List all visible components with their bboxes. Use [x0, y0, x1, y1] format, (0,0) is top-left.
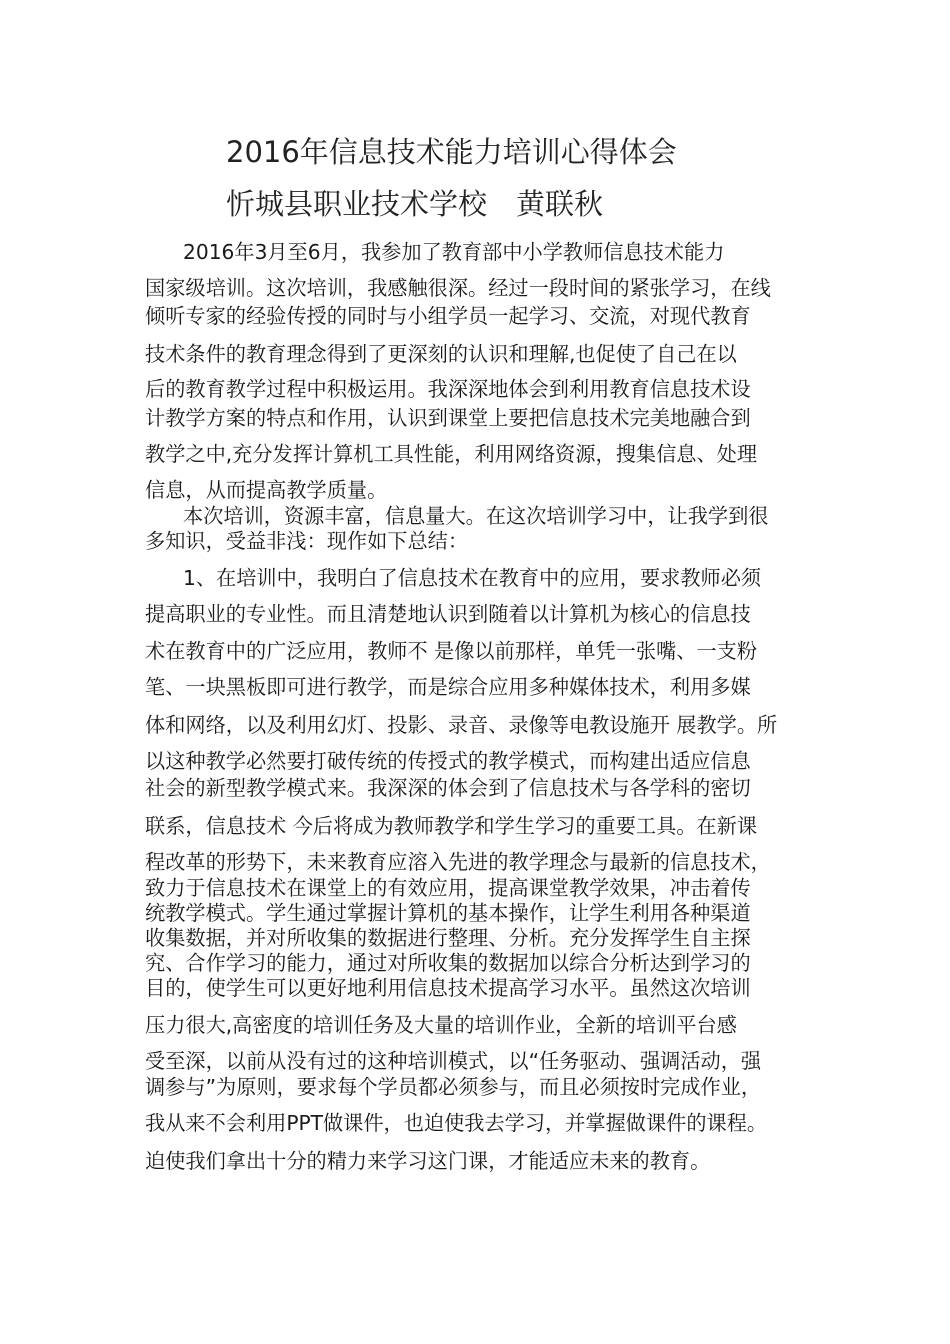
- text-line: 统教学模式。学生通过掌握计算机的基本操作，让学生利用各种渠道: [145, 901, 751, 925]
- text-line: 迫使我们拿出十分的精力来学习这门课，才能适应未来的教育。: [145, 1149, 711, 1173]
- text-line: 究、合作学习的能力，通过对所收集的数据加以综合分析达到学习的: [145, 951, 751, 975]
- text-line: 我从来不会利用PPT做课件，也迫使我去学习，并掌握做课件的课程。: [145, 1111, 768, 1135]
- text-line: 压力很大,高密度的培训任务及大量的培训作业，全新的培训平台感: [145, 1013, 737, 1037]
- text-line: 调参与”为原则，要求每个学员都必须参与，而且必须按时完成作业，: [145, 1075, 762, 1099]
- text-line: 受至深，以前从没有过的这种培训模式，以“任务驱动、强调活动，强: [145, 1049, 762, 1073]
- text-line: 以这种教学必然要打破传统的传授式的教学模式，而构建出适应信息: [145, 749, 751, 773]
- text-line: 教学之中,充分发挥计算机工具性能，利用网络资源，搜集信息、处理: [145, 442, 758, 466]
- text-line: 国家级培训。这次培训，我感触很深。经过一段时间的紧张学习，在线: [145, 276, 771, 300]
- text-line: 本次培训，资源丰富，信息量大。在这次培训学习中，让我学到很: [183, 504, 769, 528]
- text-line: 笔、一块黑板即可进行教学，而是综合应用多种媒体技术，利用多媒: [145, 675, 751, 699]
- text-line: 技术条件的教育理念得到了更深刻的认识和理解,也促使了自己在以: [145, 342, 737, 366]
- text-line: 联系，信息技术 今后将成为教师教学和学生学习的重要工具。在新课: [145, 814, 758, 838]
- text-line: 倾听专家的经验传授的同时与小组学员一起学习、交流，对现代教育: [145, 304, 751, 328]
- text-line: 提高职业的专业性。而且清楚地认识到随着以计算机为核心的信息技: [145, 602, 751, 626]
- text-line: 程改革的形势下，未来教育应溶入先进的教学理念与最新的信息技术，: [145, 850, 771, 874]
- text-line: 目的，使学生可以更好地利用信息技术提高学习水平。虽然这次培训: [145, 976, 751, 1000]
- text-line: 信息，从而提高教学质量。: [145, 478, 388, 502]
- document-author: 忻城县职业技术学校 黄联秋: [226, 187, 604, 221]
- text-line: 计教学方案的特点和作用，认识到课堂上要把信息技术完美地融合到: [145, 406, 751, 430]
- text-line: 多知识，受益非浅：现作如下总结：: [145, 529, 469, 553]
- text-line: 术在教育中的广泛应用，教师不 是像以前那样，单凭一张嘴、一支粉: [145, 639, 758, 663]
- text-line: 社会的新型教学模式来。我深深的体会到了信息技术与各学科的密切: [145, 776, 751, 800]
- text-line: 后的教育教学过程中积极运用。我深深地体会到利用教育信息技术设: [145, 377, 751, 401]
- document-title: 2016年信息技术能力培训心得体会: [226, 135, 677, 169]
- text-line: 致力于信息技术在课堂上的有效应用，提高课堂教学效果，冲击着传: [145, 876, 751, 900]
- text-line: 收集数据，并对所收集的数据进行整理、分析。充分发挥学生自主探: [145, 926, 751, 950]
- text-line: 1、在培训中，我明白了信息技术在教育中的应用，要求教师必须: [183, 566, 762, 590]
- text-line: 体和网络，以及利用幻灯、投影、录音、录像等电教设施开 展教学。所: [145, 713, 778, 737]
- text-line: 2016年3月至6月，我参加了教育部中小学教师信息技术能力: [183, 240, 725, 264]
